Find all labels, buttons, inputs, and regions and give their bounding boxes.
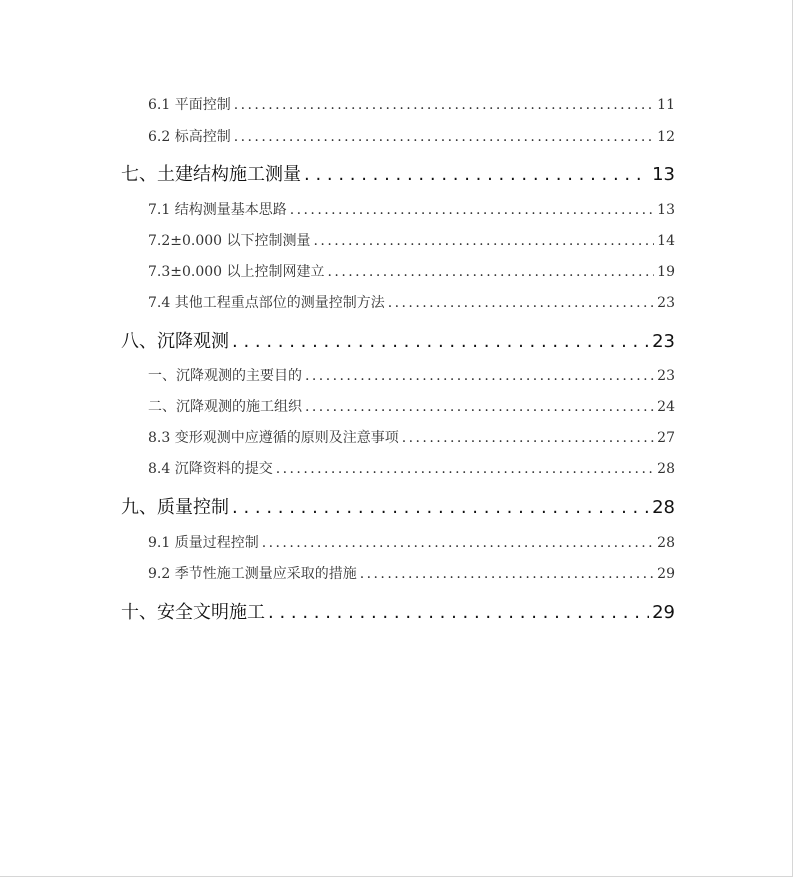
toc-page-number: 29	[652, 602, 675, 623]
toc-entry-title: 7.3±0.000 以上控制网建立	[148, 264, 325, 280]
toc-entry[interactable]	[148, 126, 675, 146]
toc-entry-title: 6.1 平面控制	[148, 97, 231, 113]
toc-dot-leader	[360, 566, 654, 582]
toc-page-number: 13	[657, 202, 675, 218]
toc-chapter-entry[interactable]	[121, 327, 675, 353]
toc-entry[interactable]	[148, 396, 675, 416]
toc-dot-leader	[388, 295, 654, 311]
toc-entry[interactable]	[148, 427, 675, 447]
toc-entry[interactable]	[148, 199, 675, 219]
toc-page-number: 28	[652, 497, 675, 518]
toc-chapter-title: 九、质量控制	[121, 497, 229, 518]
toc-entry-title: 7.4 其他工程重点部位的测量控制方法	[148, 295, 385, 311]
toc-entry-title: 二、沉降观测的施工组织	[148, 399, 302, 415]
toc-page-number: 12	[657, 129, 675, 145]
toc-entry[interactable]	[148, 563, 675, 583]
toc-page-number: 23	[652, 331, 675, 352]
toc-dot-leader	[262, 535, 654, 551]
toc-chapter-entry[interactable]	[121, 598, 675, 624]
toc-dot-leader	[402, 430, 654, 446]
toc-chapter-entry[interactable]	[121, 160, 675, 186]
toc-dot-leader	[290, 202, 654, 218]
toc-page-number: 28	[657, 535, 675, 551]
toc-entry[interactable]	[148, 292, 675, 312]
toc-entry-title: 8.3 变形观测中应遵循的原则及注意事项	[148, 430, 399, 446]
toc-entry-title: 9.2 季节性施工测量应采取的措施	[148, 566, 357, 582]
toc-dot-leader	[232, 497, 649, 518]
toc-dot-leader	[232, 331, 649, 352]
toc-entry[interactable]	[148, 532, 675, 552]
toc-entry-title: 一、沉降观测的主要目的	[148, 368, 302, 384]
toc-page-number: 13	[652, 164, 675, 185]
toc-chapter-entry[interactable]	[121, 493, 675, 519]
toc-dot-leader	[304, 164, 649, 185]
toc-entry-title: 6.2 标高控制	[148, 129, 231, 145]
toc-dot-leader	[314, 233, 655, 249]
toc-page-number: 28	[657, 461, 675, 477]
toc-dot-leader	[268, 602, 649, 623]
toc-dot-leader	[276, 461, 654, 477]
toc-entry-title: 8.4 沉降资料的提交	[148, 461, 273, 477]
toc-dot-leader	[234, 129, 654, 145]
toc-page-number: 19	[657, 264, 675, 280]
toc-page-number: 14	[657, 233, 675, 249]
toc-dot-leader	[305, 399, 654, 415]
toc-entry-title: 7.2±0.000 以下控制测量	[148, 233, 311, 249]
toc-dot-leader	[234, 97, 654, 113]
toc-entry-title: 7.1 结构测量基本思路	[148, 202, 287, 218]
toc-entry[interactable]	[148, 365, 675, 385]
toc-entry-title: 9.1 质量过程控制	[148, 535, 259, 551]
toc-page-number: 11	[657, 97, 675, 113]
toc-entry[interactable]	[148, 261, 675, 281]
toc-page-number: 27	[657, 430, 675, 446]
toc-entry[interactable]	[148, 94, 675, 114]
toc-page-number: 23	[657, 295, 675, 311]
toc-dot-leader	[328, 264, 655, 280]
toc-entry[interactable]	[148, 458, 675, 478]
toc-entry[interactable]	[148, 230, 675, 250]
toc-page-number: 23	[657, 368, 675, 384]
toc-dot-leader	[305, 368, 654, 384]
toc-page-number: 24	[657, 399, 675, 415]
toc-page-number: 29	[657, 566, 675, 582]
toc-chapter-title: 七、土建结构施工测量	[121, 164, 301, 185]
toc-chapter-title: 十、安全文明施工	[121, 602, 265, 623]
toc-chapter-title: 八、沉降观测	[121, 331, 229, 352]
